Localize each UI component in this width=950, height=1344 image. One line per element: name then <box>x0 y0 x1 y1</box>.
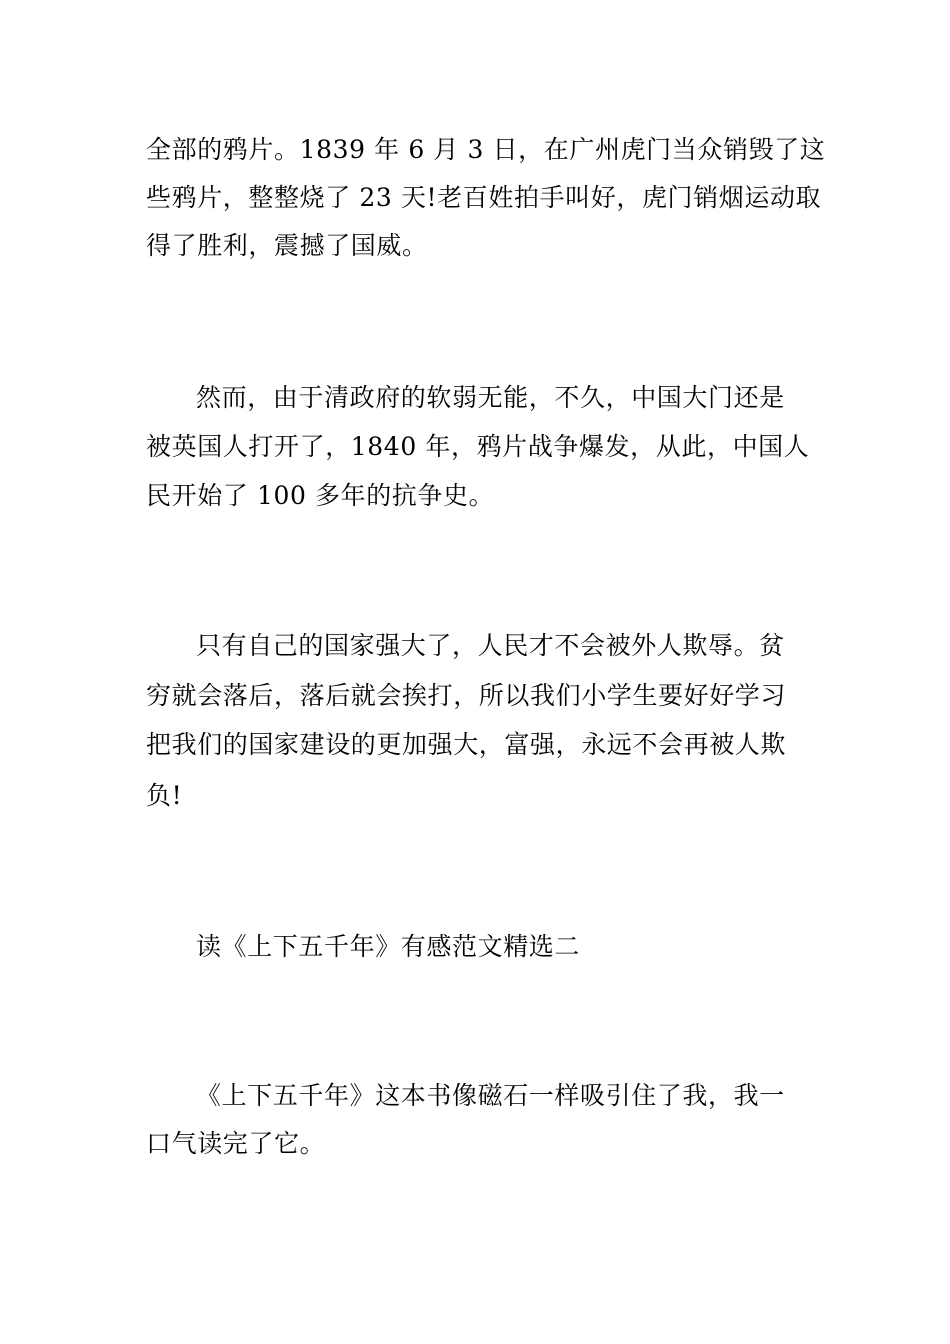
paragraph-5-line-1: 《上下五千年》这本书像磁石一样吸引住了我，我一 <box>196 1081 785 1110</box>
paragraph-5-line-2: 口气读完了它。 <box>146 1129 326 1158</box>
paragraph-1-line-1: 全部的鸦片。1839 年 6 月 3 日，在广州虎门当众销毁了这 <box>146 135 826 164</box>
paragraph-3-line-1: 只有自己的国家强大了，人民才不会被外人欺辱。贫 <box>196 631 785 660</box>
paragraph-2-line-3: 民开始了 100 多年的抗争史。 <box>146 481 495 510</box>
paragraph-1-line-3: 得了胜利，震撼了国威。 <box>146 231 428 260</box>
paragraph-2-line-1: 然而，由于清政府的软弱无能，不久，中国大门还是 <box>196 383 785 412</box>
paragraph-1-line-2: 些鸦片，整整烧了 23 天!老百姓拍手叫好，虎门销烟运动取 <box>146 183 822 212</box>
paragraph-3-line-4: 负! <box>146 781 183 810</box>
paragraph-2-line-2: 被英国人打开了，1840 年，鸦片战争爆发，从此，中国人 <box>146 432 810 461</box>
paragraph-3-line-3: 把我们的国家建设的更加强大，富强，永远不会再被人欺 <box>146 730 787 759</box>
paragraph-3-line-2: 穷就会落后，落后就会挨打，所以我们小学生要好好学习 <box>146 681 787 710</box>
section-heading: 读《上下五千年》有感范文精选二 <box>196 932 581 961</box>
